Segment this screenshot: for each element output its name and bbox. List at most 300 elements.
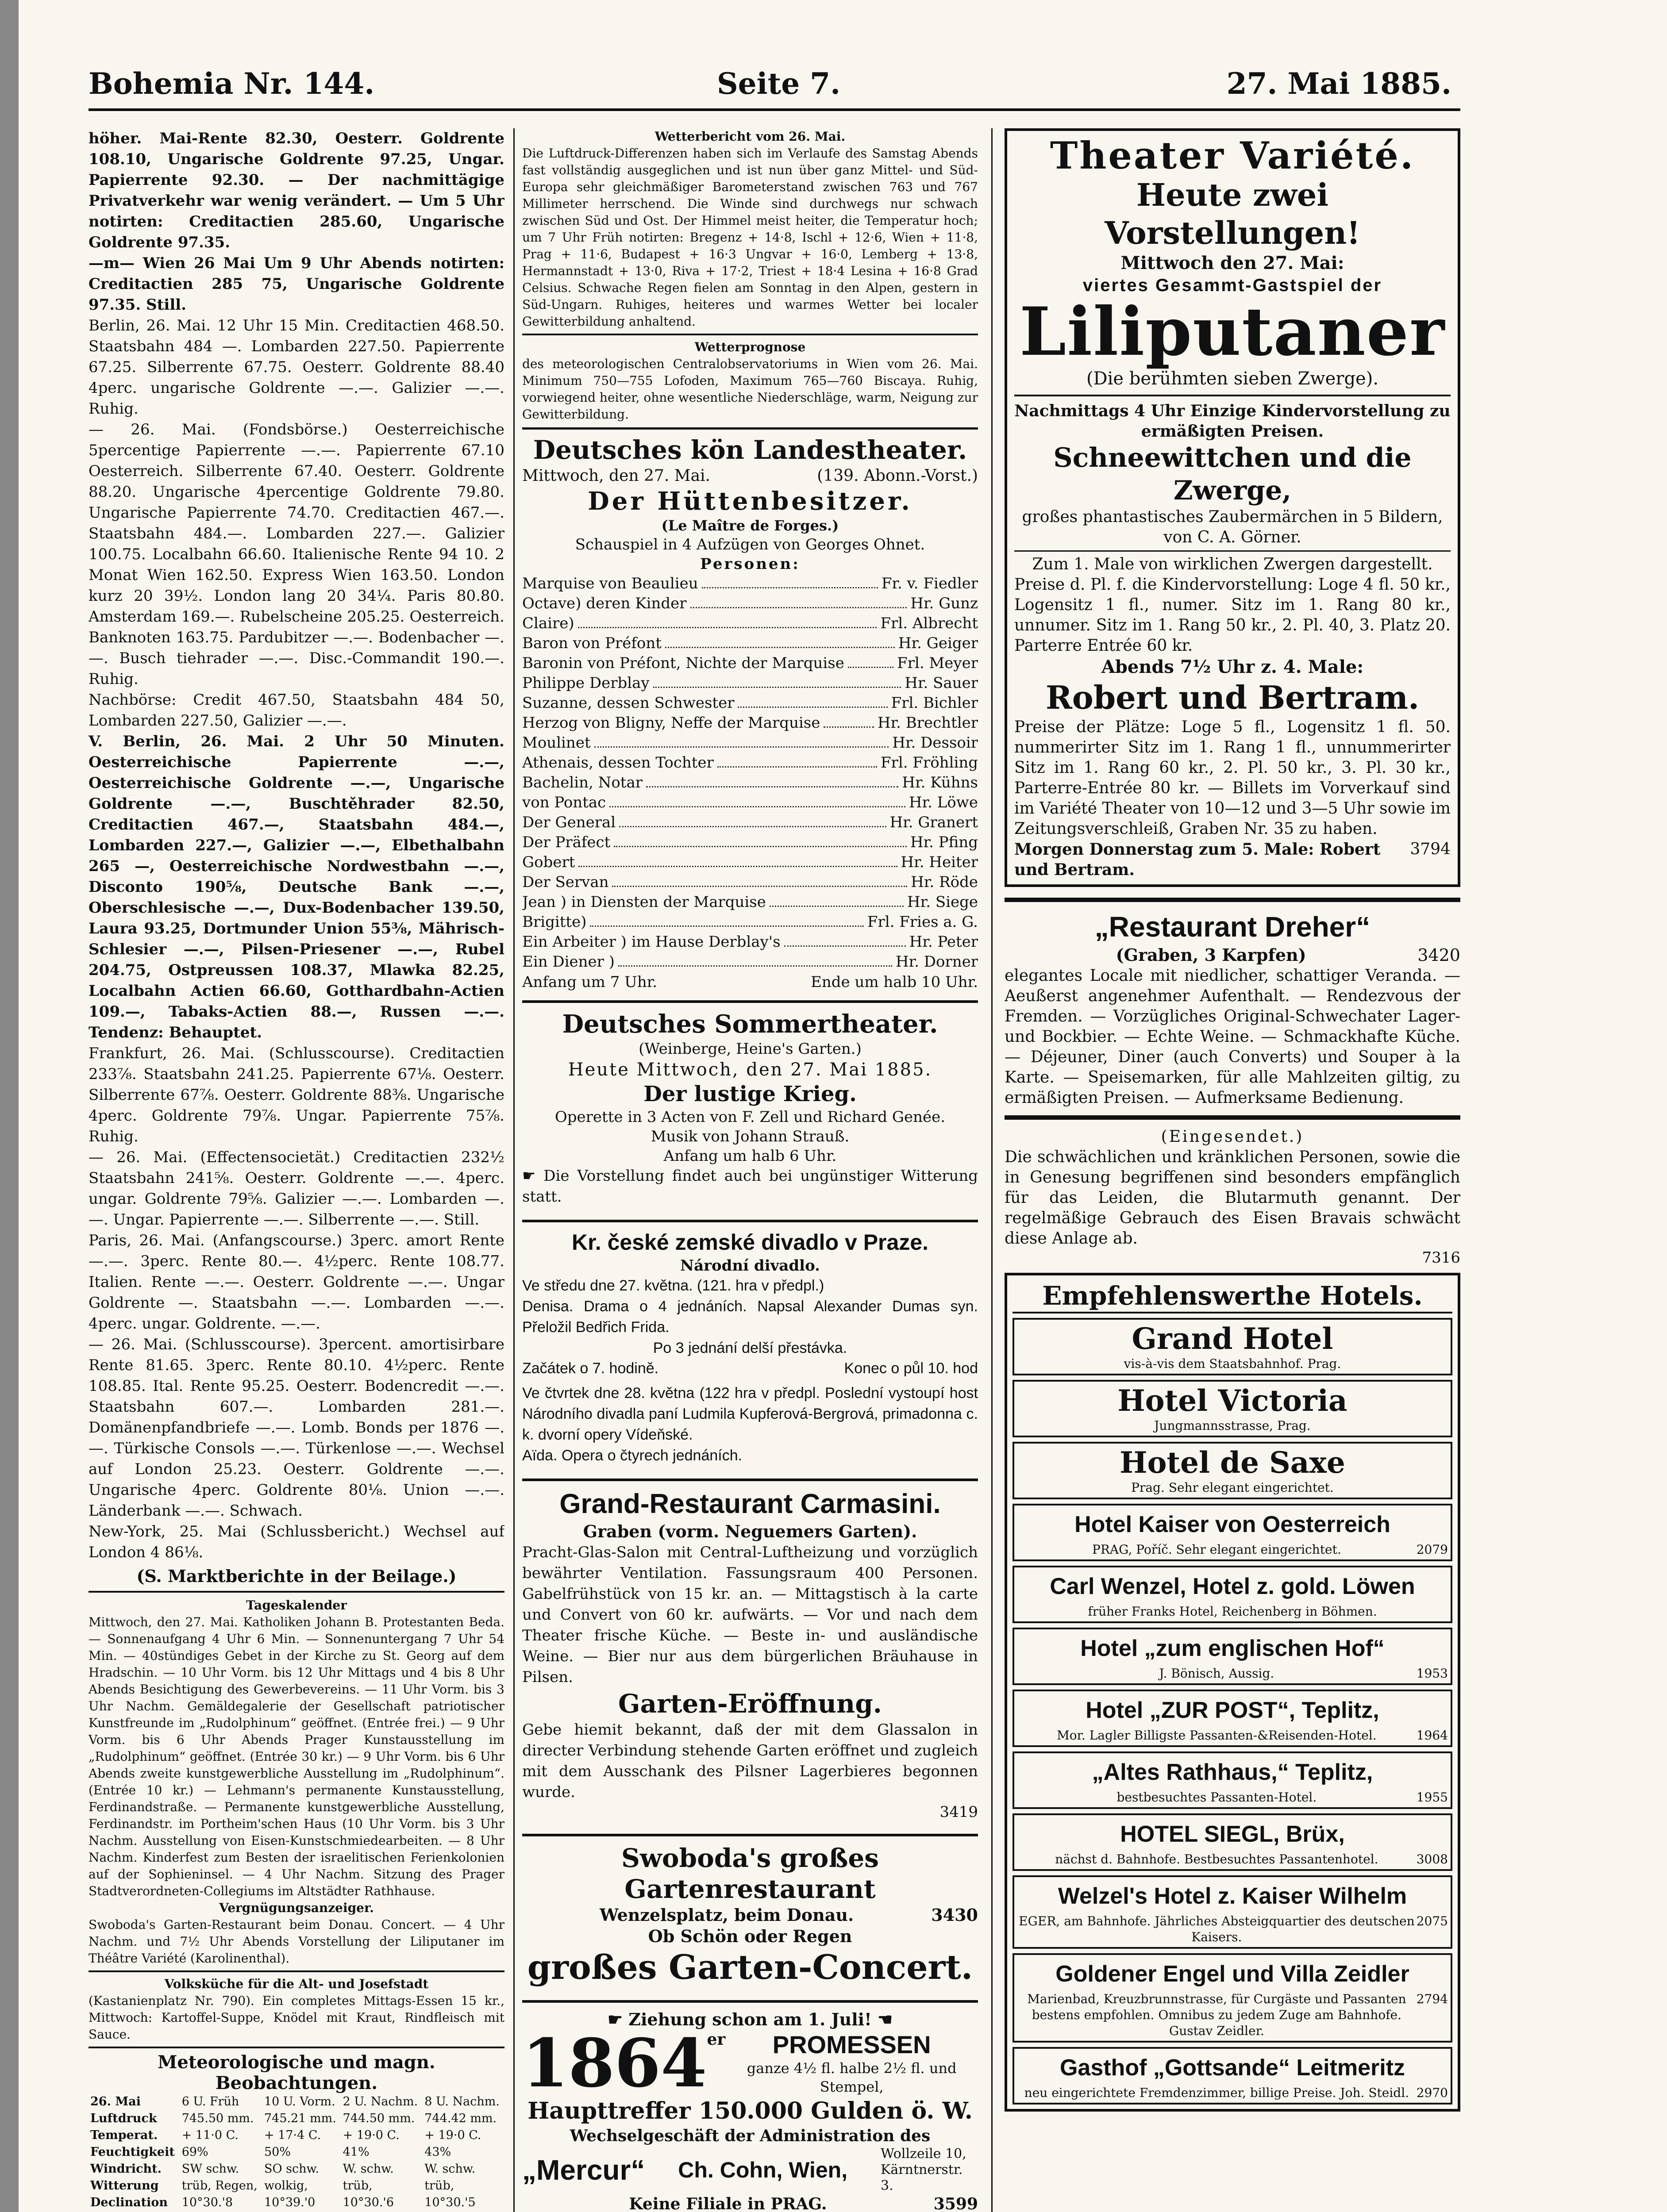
sommertheater-play: Der lustige Krieg.	[643, 1082, 857, 1106]
section-rule	[522, 427, 978, 430]
zwerge-note: Zum 1. Male von wirklichen Zwergen dargestellt.	[1032, 555, 1433, 573]
dreher-location-row	[1005, 945, 1460, 966]
cast-row	[522, 773, 978, 793]
hotel-name: Welzel's Hotel z. Kaiser Wilhelm	[1058, 1883, 1407, 1909]
hotel-entry	[1013, 2047, 1452, 2104]
swoboda-ad	[522, 1834, 978, 1992]
swoboda-location-row	[522, 1905, 978, 1926]
filiale-note: Keine Filiale in PRAG.	[629, 2195, 827, 2212]
wetterbericht-title: Wetterbericht vom 26. Mai.	[654, 129, 846, 144]
meteorology-value: trüb, Regen,	[181, 2179, 258, 2193]
garten-title: Garten-Eröffnung.	[618, 1689, 882, 1719]
leader-dots	[738, 693, 887, 708]
header-issue: Bohemia Nr. 144.	[89, 66, 375, 101]
landestheater-title: Deutsches kön Landestheater.	[533, 435, 967, 465]
cast-role: Brigitte)	[522, 913, 587, 931]
hotel-name: Grand Hotel	[1132, 1321, 1333, 1356]
swoboda-title: Swoboda's großes Gartenrestaurant	[621, 1843, 879, 1904]
sommertheater-date: Heute Mittwoch, den 27. Mai 1885.	[568, 1060, 932, 1080]
variete-ad	[1005, 128, 1460, 887]
meteorology-row	[89, 2144, 504, 2161]
liliputaner-title: Liliputaner	[1019, 293, 1446, 371]
cast-actor: Hr. Heiter	[901, 853, 978, 871]
hotel-entry	[1013, 1380, 1452, 1437]
meteorology-value: + 19·0 C.	[424, 2128, 481, 2142]
meteorology-value: 6 U. Früh	[181, 2095, 239, 2108]
tageskalender-title: Tageskalender	[246, 1598, 347, 1613]
robert-title: Robert und Bertram.	[1045, 679, 1420, 716]
meteorology-row	[89, 2093, 504, 2110]
mercur-city: Ch. Cohn, Wien,	[678, 2158, 848, 2182]
cast-actor: Fr. v. Fiedler	[881, 575, 978, 592]
swoboda-number: 3430	[931, 1905, 978, 1925]
column-divider-1	[513, 128, 515, 2212]
cast-actor: Frl. Albrecht	[880, 614, 978, 632]
leader-dots	[594, 733, 889, 748]
meteorology-row	[89, 2161, 504, 2177]
meteorology-label: 26. Mai	[90, 2095, 141, 2108]
czech-theatre-text: Po 3 jednání delší přestávka.	[653, 1340, 847, 1356]
variete-subtitle: Heute zwei Vorstellungen!	[1105, 177, 1360, 251]
cast-list	[522, 574, 978, 972]
vergnuegungsanzeiger-text: Swoboda's Garten-Restaurant beim Donau. Concert. — 4 Uhr Nachm. und 7½ Uhr Abends Vorstellung der Liliputaner im Théâtre Variété (Karolinenthal).	[89, 1917, 504, 1966]
leader-dots	[619, 813, 886, 827]
pointing-hand-icon: ☛	[607, 2009, 629, 2029]
meteorology-value: wolkig,	[264, 2179, 308, 2193]
cast-role: von Pontac	[522, 794, 606, 811]
cast-role: Der General	[522, 814, 616, 831]
pointing-hand-icon: ☚	[871, 2009, 893, 2029]
year-1864: 1864	[522, 2024, 707, 2102]
hotel-number: 2079	[1416, 1542, 1448, 1557]
wetterprognose-title: Wetterprognose	[694, 340, 806, 354]
meteorology-value: 744.50 mm.	[343, 2112, 415, 2125]
garten-number: 3419	[939, 1803, 978, 1821]
hotel-entry	[1013, 1813, 1452, 1871]
czech-theatre-text: Ve středu dne 27. května. (121. hra v předpl.)	[522, 1277, 824, 1294]
hotel-entry	[1013, 1875, 1452, 1949]
hotels-title: Empfehlenswerthe Hotels.	[1013, 1280, 1452, 1313]
hotel-detail: Jungmannsstrasse, Prag.	[1154, 1418, 1311, 1433]
hotel-name: HOTEL SIEGL, Brüx,	[1120, 1821, 1345, 1847]
hotel-detail-row	[1017, 1991, 1448, 2039]
finance-paragraph: V. Berlin, 26. Mai. 2 Uhr 50 Minuten. Oesterreichische Papierrente —.—, Oesterreichische Goldrente —.—, Ungarische Goldrente —.—, Buschtěhrader 82.50, Creditactien 467.—, Staatsbahn 484.—, Lombarden 227.—, Galizier —.—, Elbethalbahn 265 —, Oesterreichische Nordwestbahn —.—, Disconto 190⅝, Deutsche Bank —.—, Oberschlesische —.—, Dux-Bodenbacher 139.50, Laura 93.25, Dortmunder Union 55⅜, Mährisch-Schlesier —.—, Pilsen-Priesener —.—, Rubel 204.75, Ostpreussen 108.37, Mlawka 82.25, Localbahn Actien 66.60, Gotthardbahn-Actien 109.—, Tabaks-Actien 88.—, Russen —.—. Tendenz: Behauptet.	[89, 733, 504, 1041]
cast-actor: Hr. Granert	[889, 814, 978, 831]
wetterbericht-text: Die Luftdruck-Differenzen haben sich im Verlaufe des Samstag Abends fast vollständig ausgeglichen und ist nun über ganz Mittel- und Süd-Europa sehr gleichmäßiger Barometerstand zwischen 763 und 767 Millimeter herrschend. Die Winde sind durchwegs nur schwach zwischen Süd und Ost. Der Himmel meist heiter, die Temperatur hoch; um 7 Uhr Früh notirten: Bregenz + 14·8, Ischl + 12·6, Wien + 11·8, Prag + 11·6, Budapest + 16·3 Ungvar + 16·0, Lemberg + 13·8, Hermannstadt + 13·0, Riva + 17·2, Triest + 18·4 Lesina + 16·8 Grad Celsius. Schwache Regen fielen am Sonntag in den Alpen, gestern in Süd-Ungarn. Ruhiges, heiteres und warmes Wetter bei localer Gewitterbildung anhaltend.	[522, 146, 978, 329]
finance-paragraph: New-York, 25. Mai (Schlussbericht.) Wechsel auf London 4 86⅛.	[89, 1523, 504, 1561]
cast-role: Jean ) in Diensten der Marquise	[522, 893, 766, 911]
cast-actor: Hr. Siege	[907, 893, 978, 911]
cast-row	[522, 813, 978, 833]
hotel-detail-row	[1017, 1666, 1448, 1682]
meteorology-value: 10°39.'0	[264, 2196, 316, 2209]
mercur-address: Wollzeile 10, Kärntnerstr. 3.	[881, 2146, 966, 2193]
finance-paragraph: Nachbörse: Credit 467.50, Staatsbahn 484 50, Lombarden 227.50, Galizier —.—.	[89, 691, 504, 730]
eingesendet-number: 7316	[1422, 1249, 1460, 1267]
kindervorstellung: Nachmittags 4 Uhr Einzige Kindervorstellung zu ermäßigten Preisen.	[1014, 402, 1451, 441]
cast-row	[522, 753, 978, 773]
variete-number: 3794	[1410, 840, 1451, 858]
leader-dots	[848, 653, 893, 668]
czech-theatre-title: Kr. české zemské divadlo v Praze.	[571, 1230, 929, 1255]
column-divider-2	[991, 128, 993, 2212]
cast-actor: Frl. Meyer	[897, 654, 978, 672]
cast-role: Gobert	[522, 853, 575, 871]
hotel-number: 2075	[1416, 1914, 1448, 1928]
section-rule	[89, 1591, 504, 1593]
cast-role: Baron von Préfont	[522, 634, 662, 652]
finance-paragraph: — 26. Mai. (Fondsbörse.) Oesterreichische 5percentige Papierrente —.—. Papierrente 67.10 Oesterreich. Silberrente 67.40. Oesterr. Goldrente 88.20. Ungarische 4percentige Goldrente 79.80. Ungarische Papierrente 74.70. Creditactien 467.—. Staatsbahn 484.—. Lombarden 227.—. Galizier 100.75. Localbahn 66.60. Italienische Rente 94 10. 2 Monat Wien 162.50. Express Wien 163.50. London kurz 20 39½. London lang 20 34¼. Paris 80.80. Amsterdam 169.—. Rubelscheine 205.25. Oesterreich. Banknoten 163.75. Pardubitzer —.—. Bodenbacher —.—. Busch tiehrader —.—. Disc.-Commandit 190.—. Ruhig.	[89, 421, 504, 688]
column-theatre	[522, 128, 978, 2212]
cast-role: Der Servan	[522, 873, 609, 891]
column-finance	[89, 128, 504, 2212]
cast-row	[522, 574, 978, 594]
ziehung-text: Ziehung schon am 1. Juli!	[628, 2009, 872, 2029]
meteorology-label: Temperat.	[90, 2128, 158, 2142]
cast-row	[522, 653, 978, 673]
section-rule	[1014, 550, 1451, 552]
cast-actor: Hr. Löwe	[909, 794, 978, 811]
meteorology-label: Feuchtigkeit	[90, 2145, 175, 2159]
sommertheater-note-text: Die Vorstellung findet auch bei ungünstiger Witterung statt.	[522, 1167, 978, 1206]
mercur-number: 3599	[933, 2195, 978, 2212]
section-rule	[522, 334, 978, 335]
cast-row	[522, 952, 978, 972]
column-ads	[1005, 128, 1460, 2212]
eingesendet-text: Die schwächlichen und kränklichen Personen, sowie die in Genesung begriffenen sind besonders empfänglich für das Leiden, die Blutarmuth genannt. Der regelmäßige Gebrauch des Eisen Bravais schwächt diese Anlage ab.	[1005, 1148, 1460, 1248]
leader-dots	[784, 932, 906, 947]
finance-paragraph: —m— Wien 26 Mai Um 9 Uhr Abends notirten: Creditactien 285 75, Ungarische Goldrente 97.35. Still.	[89, 254, 504, 314]
cast-row	[522, 634, 978, 653]
heavy-rule	[1005, 1115, 1460, 1120]
leader-dots	[609, 793, 905, 807]
promessen-block	[725, 2031, 978, 2096]
hotel-detail: bestbesuchtes Passanten-Hotel.	[1116, 1790, 1317, 1805]
cast-actor: Hr. Peter	[909, 933, 978, 951]
year-suffix: er	[707, 2030, 726, 2049]
promessen-row	[522, 2024, 978, 2102]
cast-role: Suzanne, dessen Schwester	[522, 694, 735, 712]
hotel-name: Goldener Engel und Villa Zeidler	[1055, 1961, 1409, 1987]
leader-dots	[770, 892, 904, 907]
cast-heading: Personen:	[700, 555, 800, 573]
meteorology-value: W. schw.	[343, 2162, 394, 2176]
swoboda-location: Wenzelsplatz, beim Donau.	[600, 1905, 854, 1925]
cast-role: Baronin von Préfont, Nichte der Marquise	[522, 654, 844, 672]
cast-role: Moulinet	[522, 734, 591, 752]
hotel-number: 2794	[1416, 1992, 1448, 2006]
promessen-price: ganze 4½ fl. halbe 2½ fl. und Stempel,	[747, 2060, 957, 2095]
landestheater-description: Schauspiel in 4 Aufzügen von Georges Ohnet.	[575, 536, 925, 553]
cast-role: Athenais, dessen Tochter	[522, 754, 714, 772]
dreher-number: 3420	[1417, 945, 1460, 965]
mercur-name: „Mercur“	[522, 2154, 645, 2186]
meteorology-value: 745.50 mm.	[181, 2112, 254, 2125]
leader-dots	[590, 912, 863, 927]
hotel-detail-row	[1017, 1480, 1448, 1496]
variete-date: Mittwoch den 27. Mai:	[1120, 253, 1344, 273]
meteorology-value: 43%	[424, 2145, 451, 2159]
cast-role: Bachelin, Notar	[522, 774, 643, 791]
meteorology-value: SW schw.	[181, 2162, 239, 2176]
meteorology-label: Declination	[90, 2196, 168, 2209]
czech-theatre-ad	[522, 1220, 978, 1471]
pointing-hand-icon: ☛	[522, 1167, 544, 1185]
leader-dots	[578, 853, 897, 867]
cast-actor: Hr. Sauer	[905, 674, 978, 692]
hotel-detail-row	[1017, 1728, 1448, 1743]
hotel-detail: nächst d. Bahnhofe. Bestbesuchtes Passantenhotel.	[1055, 1852, 1378, 1866]
page-header	[89, 66, 1451, 115]
cast-actor: Hr. Dorner	[895, 953, 978, 971]
hotel-entry	[1013, 1504, 1452, 1561]
sommertheater-note	[522, 1166, 978, 1207]
wetterprognose-text: des meteorologischen Centralobservatoriums in Wien vom 26. Mai. Minimum 750—755 Lofoden, Maximum 765—760 Biscaya. Ruhig, vorwiegend heiter, ohne wesentliche Niederschläge, warm, Neigung zur Gewitterbildung.	[522, 357, 978, 422]
cast-row	[522, 733, 978, 753]
cast-actor: Hr. Geiger	[898, 634, 978, 652]
hotel-detail: J. Bönisch, Aussig.	[1159, 1666, 1274, 1681]
cast-actor: Hr. Dessoir	[892, 734, 978, 752]
schneewittchen-title: Schneewittchen und die Zwerge,	[1053, 442, 1412, 506]
leader-dots	[824, 713, 874, 728]
cast-actor: Hr. Kühns	[902, 774, 978, 791]
leader-dots	[618, 952, 892, 967]
hotel-detail: Marienbad, Kreuzbrunnstrasse, für Curgäste und Passanten bestens empfohlen. Omnibus zu jedem Zuge am Bahnhofe. Gustav Zeidler.	[1027, 1992, 1406, 2038]
end-time: Ende um halb 10 Uhr.	[811, 973, 978, 991]
czech-theatre-text: Ve čtvrtek dne 28. května (122 hra v předpl. Poslední vystoupí host Národního divadla paní Ludmila Kupferová-Bergrová, primadonna c. k. dvorní opery Vídeňské.	[522, 1385, 978, 1443]
hotel-detail-row	[1017, 2085, 1448, 2101]
abends-line: Abends 7½ Uhr z. 4. Male:	[1101, 657, 1364, 677]
finance-paragraph: Paris, 26. Mai. (Anfangscourse.) 3perc. amort Rente —.—. 3perc. Rente 80.—. 4½perc. Rente 108.77. Italien. Rente —.—. Oesterr. Goldrente —.—. Ungar Goldrente —. Staatsbahn —.—. Lombarden —.—. 4perc. ungar. Goldrente. —.—.	[89, 1232, 504, 1333]
hotel-number: 3008	[1416, 1852, 1448, 1866]
section-rule	[1014, 395, 1451, 396]
meteorology-label: Windricht.	[90, 2162, 162, 2176]
hotel-entry	[1013, 1690, 1452, 1747]
header-date: 27. Mai 1885.	[1226, 66, 1451, 101]
meteorology-value: 50%	[264, 2145, 291, 2159]
hotel-name: Carl Wenzel, Hotel z. gold. Löwen	[1050, 1574, 1415, 1599]
meteorology-title: Meteorologische und magn. Beobachtungen.	[158, 2052, 435, 2093]
hotel-entry	[1013, 1628, 1452, 1685]
leader-dots	[653, 673, 901, 688]
meteorology-value: 8 U. Nachm.	[424, 2095, 500, 2108]
header-rule	[89, 108, 1460, 111]
volkskueche-text: (Kastanienplatz Nr. 790). Ein completes Mittags-Essen 15 kr., Mittwoch: Kartoffel-Suppe, Knödel mit Kraut, Rindfleisch mit Sauce.	[89, 1993, 504, 2042]
dreher-title: „Restaurant Dreher“	[1094, 911, 1371, 943]
cast-actor: Hr. Gunz	[910, 595, 978, 612]
hotel-detail-row	[1017, 1604, 1448, 1620]
hotel-entry	[1013, 1566, 1452, 1623]
cast-row	[522, 872, 978, 892]
meteorology-value: 10°30.'8	[181, 2196, 233, 2209]
variete-gastspiel: viertes Gesammt-Gastspiel der	[1082, 276, 1382, 295]
garten-text: Gebe hiemit bekannt, daß der mit dem Glassalon in directer Verbindung stehende Garten eröffnet und zugleich mit dem Ausschank des Pilsner Lagerbieres begonnen wurde.	[522, 1721, 978, 1801]
finance-paragraph: Berlin, 26. Mai. 12 Uhr 15 Min. Creditactien 468.50. Staatsbahn 484 —. Lombarden 227.50. Papierrente 67.25. Silberrente 67.75. Oesterr. Goldrente 88.40 4perc. ungarische Goldrente —.—. Galizier —.—. Ruhig.	[89, 317, 504, 418]
cast-actor: Frl. Fröhling	[881, 754, 978, 772]
tageskalender-text: Mittwoch, den 27. Mai. Katholiken Johann B. Protestanten Beda. — Sonnenaufgang 4 Uhr 6 Min. — Sonnenuntergang 7 Uhr 54 Min. — 40stündiges Gebet in der Kirche zu St. Georg auf dem Hradschin. — 10 Uhr Vorm. bis 12 Uhr Mittags und 4 bis 8 Uhr Abends Besichtigung des Gewerbevereins. — 11 Uhr Vorm. bis 3 Uhr Nachm. Gemäldegalerie der Gesellschaft patriotischer Kunstfreunde im „Rudolphinum“ geöffnet. (Entrée frei.) — 9 Uhr Vorm. bis 6 Uhr Abends Prager Kunstausstellung im „Rudolphinum“ geöffnet. (Entrée 30 kr.) — 9 Uhr Vorm. bis 6 Uhr Abends zweite kunstgewerbliche Ausstellung im „Rudolphinum“. (Entrée 10 kr.) — Lehmann's permanente Kunstausstellung, Ferdinandstraße. — Permanente kunstgewerbliche Ausstellung, Ferdinandstr. im Portheim'schen Haus (10 Uhr Vorm. bis 3 Uhr Nachm. Ausstellung von Eisen-Kunstschmiedearbeiten. — 8 Uhr Nachm. Kinderfest zum Besten der israelitischen Ferienkolonien auf der Sophieninsel. — 4 Uhr Nachm. Sitzung des Prager Stadtverordneten-Collegiums im Altstädter Rathhause.	[89, 1615, 504, 1898]
morgen-line: Morgen Donnerstag zum 5. Male: Robert und Bertram.	[1014, 840, 1381, 879]
czech-theatre-text: Denisa. Drama o 4 jednáních. Napsal Alexander Dumas syn. Přeložil Bedřich Frida.	[522, 1298, 978, 1336]
landestheater-date-row	[522, 466, 978, 486]
leader-dots	[612, 872, 907, 887]
header-page-number: Seite 7.	[717, 66, 841, 101]
meteorology-row	[89, 2177, 504, 2194]
hotel-name: Hotel de Saxe	[1120, 1445, 1345, 1480]
leader-dots	[646, 773, 898, 787]
cast-role: Ein Diener )	[522, 953, 615, 971]
meteorology-table	[89, 2093, 504, 2211]
sommertheater-location: (Weinberge, Heine's Garten.)	[639, 1040, 862, 1058]
hotel-detail-row	[1017, 1356, 1448, 1372]
czech-start: Začátek o 7. hodině.	[522, 1360, 659, 1377]
hotel-name: Hotel „ZUR POST“, Teplitz,	[1086, 1697, 1379, 1723]
vergnuegungsanzeiger-title: Vergnügungsanzeiger.	[219, 1901, 374, 1915]
hotel-detail: EGER, am Bahnhofe. Jährliches Absteigquartier des deutschen Kaisers.	[1019, 1914, 1415, 1944]
landestheater-abonnement: (139. Abonn.-Vorst.)	[817, 467, 978, 485]
landestheater-date: Mittwoch, den 27. Mai.	[522, 467, 710, 485]
meteorology-value: 41%	[343, 2145, 370, 2159]
cast-actor: Hr. Brechtler	[878, 714, 978, 732]
hotel-detail-row	[1017, 1418, 1448, 1434]
hotel-entry	[1013, 1442, 1452, 1499]
hotel-list	[1013, 1318, 1452, 2104]
meteorology-row	[89, 2194, 504, 2211]
meteorology-value: 745.21 mm.	[264, 2112, 336, 2125]
morgen-row	[1014, 839, 1451, 880]
meteorology-row	[89, 2110, 504, 2127]
cast-role: Herzog von Bligny, Neffe der Marquise	[522, 714, 820, 732]
hotel-entry	[1013, 1318, 1452, 1375]
czech-theatre-text: Aïda. Opera o čtyrech jednáních.	[522, 1447, 743, 1464]
leader-dots	[665, 634, 895, 648]
meteorology-value: 2 U. Nachm.	[343, 2095, 418, 2108]
swoboda-weather: Ob Schön oder Regen	[648, 1926, 852, 1946]
sommertheater-ad	[522, 1000, 978, 1212]
finance-paragraph: höher. Mai-Rente 82.30, Oesterr. Goldrente 108.10, Ungarische Goldrente 97.25, Ungar. Papierrente 92.30. — Der nachmittägige Privatverkehr war wenig verändert. — Um 5 Uhr notirten: Creditactien 285.60, Ungarische Goldrente 97.35.	[89, 130, 504, 251]
hotel-number: 1953	[1416, 1666, 1448, 1681]
cast-row	[522, 833, 978, 853]
hotel-detail-row	[1017, 1851, 1448, 1867]
hotel-number: 1955	[1416, 1790, 1448, 1805]
finance-paragraph: Frankfurt, 26. Mai. (Schlusscourse). Creditactien 233⅞. Staatsbahn 241.25. Papierrente 67⅛. Oesterr. Silberrente 67⅞. Oesterr. Goldrente 88⅜. Ungarische 4perc. Goldrente 79⅞. Ungar. Papierrente 75⅞. Ruhig.	[89, 1045, 504, 1145]
sommertheater-start: Anfang um halb 6 Uhr.	[663, 1147, 837, 1165]
hotels-box	[1005, 1273, 1460, 2112]
meteorology-row	[89, 2127, 504, 2144]
leader-dots	[578, 614, 877, 628]
meteorology-value: SO schw.	[264, 2162, 320, 2176]
cast-row	[522, 673, 978, 693]
cast-role: Der Präfect	[522, 833, 611, 851]
hotel-number: 1964	[1416, 1728, 1448, 1743]
hotel-entry	[1013, 1953, 1452, 2043]
hotel-number: 2970	[1416, 2085, 1448, 2100]
sommertheater-music: Musik von Johann Strauß.	[651, 1128, 850, 1145]
carmasini-ad	[522, 1479, 978, 1826]
meteorology-value: 69%	[181, 2145, 208, 2159]
schneewittchen-desc: großes phantastisches Zaubermärchen in 5 Bildern, von C. A. Görner.	[1022, 508, 1443, 546]
cast-actor: Frl. Bichler	[891, 694, 978, 712]
promessen-title: PROMESSEN	[772, 2031, 931, 2058]
meteorology-value: trüb,	[343, 2179, 373, 2193]
meteorology-value: 10 U. Vorm.	[264, 2095, 335, 2108]
filiale-row	[522, 2194, 978, 2212]
cast-row	[522, 793, 978, 813]
meteorology-label: Luftdruck	[90, 2112, 157, 2125]
meteorology-value: + 19·0 C.	[343, 2128, 400, 2142]
cast-role: Claire)	[522, 614, 574, 632]
sommertheater-desc: Operette in 3 Acten von F. Zell und Richard Genée.	[554, 1108, 946, 1126]
cast-row	[522, 912, 978, 932]
finance-paragraph: — 26. Mai. (Schlusscourse). 3percent. amortisirbare Rente 81.65. 3perc. Rente 80.10. 4½perc. Rente 108.85. Ital. Rente 95.25. Oesterr. Bodencredit —.—. Staatsbahn 607.—. Lombarden 281.—. Domänenpfandbriefe —.—. Lomb. Bonds per 1876 —.—. Türkische Consols —.—. Türkenlose —.—. Wechsel auf London 25.23. Oesterr. Goldrente —.—. Ungarische 4perc. Goldrente 80⅛. Union —.—. Länderbank —.—. Schwach.	[89, 1336, 504, 1520]
hotel-name: Gasthof „Gottsande“ Leitmeritz	[1059, 2055, 1405, 2081]
eingesendet-title: (Eingesendet.)	[1161, 1128, 1304, 1146]
cast-row	[522, 594, 978, 614]
leader-dots	[614, 833, 907, 847]
cast-row	[522, 932, 978, 952]
hotel-detail: früher Franks Hotel, Reichenberg in Böhmen.	[1088, 1604, 1377, 1619]
hotel-name: Hotel „zum englischen Hof“	[1080, 1636, 1385, 1661]
landestheater-play-title: Der Hüttenbesitzer.	[588, 487, 912, 516]
leader-dots	[702, 574, 878, 588]
haupttreffer: Haupttreffer 150.000 Gulden ö. W.	[527, 2097, 973, 2124]
czech-theatre-times	[522, 1358, 978, 1379]
volkskueche-title: Volksküche für die Alt- und Josefstadt	[164, 1977, 429, 1991]
meteorology-label: Witterung	[90, 2179, 159, 2193]
kinder-prices: Preise d. Pl. f. die Kindervorstellung: Loge 4 fl. 50 kr., Logensitz 1 fl., numer. Sitz im 1. Rang 80 kr., unnumer. Sitz im 1. Rang 50 kr., 2. Pl. 40, 3. Platz 20. Parterre Entrée 60 kr.	[1014, 576, 1451, 655]
meteorology-value: + 17·4 C.	[264, 2128, 321, 2142]
czech-theatre-subtitle: Národní divadlo.	[680, 1257, 820, 1275]
cast-role: Octave) deren Kinder	[522, 595, 687, 612]
meteorology-value: trüb,	[424, 2179, 454, 2193]
cast-row	[522, 693, 978, 713]
leader-dots	[717, 753, 877, 768]
hotel-detail: Prag. Sehr elegant eingerichtet.	[1131, 1480, 1334, 1495]
meteorology-value: 744.42 mm.	[424, 2112, 497, 2125]
hotel-name: Hotel Victoria	[1117, 1383, 1347, 1418]
wechselgeschaeft: Wechselgeschäft der Administration des	[570, 2127, 931, 2145]
hotel-detail: PRAG, Poříč. Sehr elegant eingerichtet.	[1092, 1542, 1341, 1557]
hotel-detail: Mor. Lagler Billigste Passanten-&Reisenden-Hotel.	[1057, 1728, 1377, 1743]
cast-row	[522, 614, 978, 634]
hotel-detail: vis-à-vis dem Staatsbahnhof. Prag.	[1124, 1356, 1341, 1371]
section-rule	[89, 2047, 504, 2048]
page-edge-shadow	[0, 0, 19, 2212]
finance-paragraph: — 26. Mai. (Effectensocietät.) Creditactien 232½ Staatsbahn 241⅝. Oesterr. Goldrente —.—. 4perc. ungar. Goldrente 79⅝. Galizier —.—. Lombarden —.—. Ungar. Papierrente —.—. Silberrente —.—. Still.	[89, 1148, 504, 1229]
hotel-name: „Altes Rathhaus,“ Teplitz,	[1092, 1759, 1373, 1785]
landestheater-times	[522, 972, 978, 992]
cast-row	[522, 892, 978, 912]
czech-end: Konec o půl 10. hod	[844, 1360, 978, 1377]
dreher-text: elegantes Locale mit niedlicher, schattiger Veranda. — Aeußerst angenehmer Aufenthalt. — Rendezvous der Fremden. — Vorzügliches Original-Schwechater Lager- und Bockbier. — Echte Weine. — Schmackhafte Küche. — Déjeuner, Diner (auch Converts) und Souper à la Karte. — Speisemarken, für alle Mahlzeiten giltig, zu ermäßigten Preisen. — Aufmerksame Bedienung.	[1005, 967, 1460, 1107]
meteorology-value: W. schw.	[424, 2162, 476, 2176]
carmasini-text: Pracht-Glas-Salon mit Central-Luftheizung und vorzüglich bewährter Ventilation. Fassungsraum 400 Personen. Gabelfrühstück von 15 kr. an. — Mittagstisch à la carte und Convert von 60 kr. aufwärts. — Vor und nach dem Theater frische Küche. — Beste in- und ausländische Weine. — Bier nur aus dem bürgerlichen Bräuhause in Pilsen.	[522, 1544, 978, 1686]
variete-title: Theater Variété.	[1050, 134, 1415, 177]
leader-dots	[690, 594, 907, 608]
sommertheater-title: Deutsches Sommertheater.	[562, 1010, 938, 1039]
cast-actor: Hr. Röde	[911, 873, 978, 891]
cast-role: Marquise von Beaulieu	[522, 575, 698, 592]
hotel-name: Hotel Kaiser von Oesterreich	[1074, 1512, 1390, 1537]
beilage-note: (S. Marktberichte in der Beilage.)	[136, 1566, 457, 1586]
carmasini-title: Grand-Restaurant Carmasini.	[559, 1489, 941, 1519]
hotel-detail: neu eingerichtete Fremdenzimmer, billige Preise. Joh. Steidl.	[1024, 2085, 1409, 2100]
dreher-location: (Graben, 3 Karpfen)	[1116, 945, 1306, 965]
section-rule	[89, 1970, 504, 1972]
cast-actor: Hr. Pfing	[910, 833, 978, 851]
hotel-detail-row	[1017, 1913, 1448, 1945]
liliputaner-subtitle: (Die berühmten sieben Zwerge).	[1086, 369, 1379, 389]
cast-actor: Frl. Fries a. G.	[867, 913, 978, 931]
